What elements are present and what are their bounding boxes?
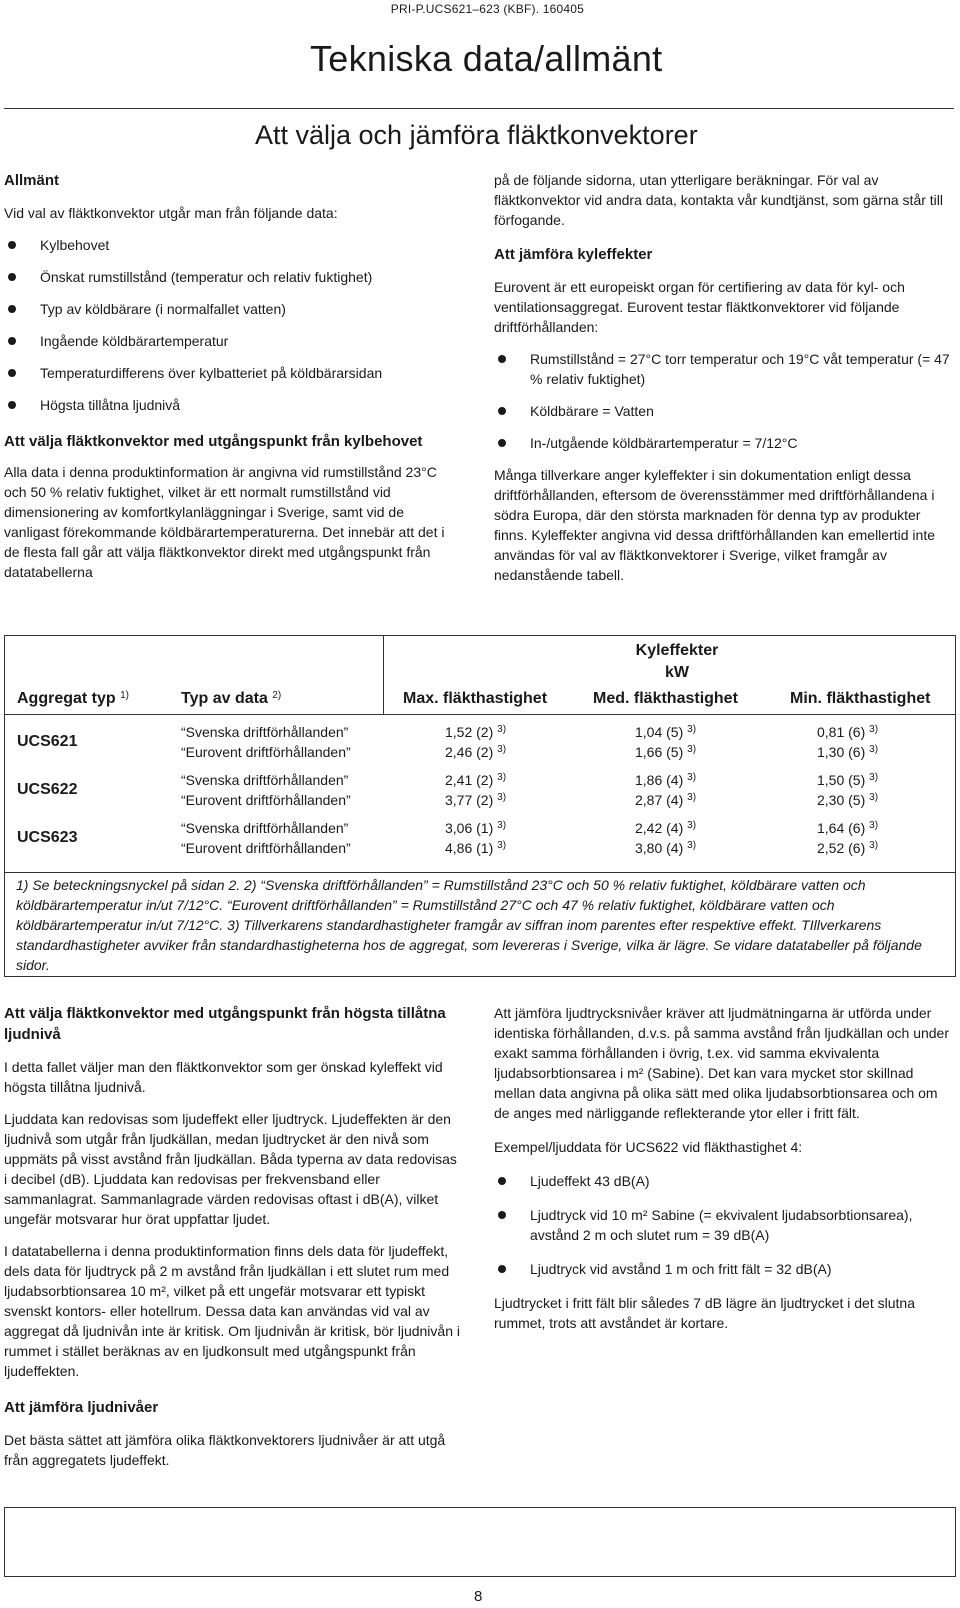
select-sound-text: I detta fallet väljer man den fläktkonvektor som ger önskad kyleffekt vid högsta tillåtna ljudnivå.	[4, 1059, 443, 1095]
manufacturers-text: Många tillverkare anger kyleffekter i sin dokumentation enligt dessa driftförhållanden, eftersom de överensstämmer med driftförhållandena i södra Europa, där den största marknaden för denna typ av produkter finns. Kyleffekter angivna vid dessa driftförhållanden kan emellertid inte användas för val av fläktkonvektorer i Sverige, vilket framgår av nedanstående tabell.	[494, 467, 935, 583]
continued-text: på de följande sidorna, utan ytterligare beräkningar. För val av fläktkonvektor vid andra data, kontakta vår kundtjänst, som gärna står till förfogande.	[494, 172, 944, 228]
list-item: Temperaturdifferens över kylbatteriet på köldbärarsidan	[4, 363, 460, 383]
table-header-divider	[5, 714, 955, 715]
heading-compare-sound: Att jämföra ljudnivåer	[4, 1399, 159, 1416]
list-item: Typ av köldbärare (i normalfallet vatten)	[4, 299, 460, 319]
data-type-cell: “Svenska driftförhållanden”	[181, 820, 349, 836]
header-min-speed: Min. fläkthastighet	[790, 690, 931, 707]
max-speed-cell: 2,41 (2) $^{3)}$	[445, 772, 507, 788]
min-speed-cell: 1,30 (6) $^{3)}$	[817, 744, 879, 760]
min-speed-cell: 1,64 (6) $^{3)}$	[817, 820, 879, 836]
max-speed-cell: 3,06 (1) $^{3)}$	[445, 820, 507, 836]
eurovent-conditions-list	[494, 349, 950, 453]
compare-sound-text: Det bästa sättet att jämföra olika fläktkonvektorers ljudnivåer är att utgå från aggregatets ljudeffekt.	[4, 1432, 446, 1468]
title-divider	[4, 108, 954, 109]
header-left-divider	[383, 636, 384, 714]
unit-type-cell: UCS621	[17, 733, 78, 750]
med-speed-cell: 2,87 (4) $^{3)}$	[635, 792, 697, 808]
group-header-line1: Kyleffekter	[635, 642, 719, 659]
med-speed-cell: 1,86 (4) $^{3)}$	[635, 772, 697, 788]
max-speed-cell: 2,46 (2) $^{3)}$	[445, 744, 507, 760]
unit-type-cell: UCS622	[17, 781, 78, 798]
data-type-cell: “Svenska driftförhållanden”	[181, 724, 349, 740]
max-speed-cell: 4,86 (1) $^{3)}$	[445, 840, 507, 856]
data-type-cell: “Eurovent driftförhållanden”	[181, 792, 351, 808]
sound-pressure-text: Att jämföra ljudtrycksnivåer kräver att ljudmätningarna är utförda under identiska förhållanden, d.v.s. på samma avstånd från ljudkällan och under exakt samma förhållanden i övrig, t.ex. vid samma ekvivalenta ljudabsorbtionsarea i m² (Sabine). Det kan vara mycket stor skillnad mellan data angivna på olika sätt med olika ljudabsorbtionsarea och om de anges med närliggande reflekterande ytor eller i fritt fält.	[494, 1005, 950, 1121]
sound-conclusion-text: Ljudtrycket i fritt fält blir således 7 dB lägre än ljudtrycket i det slutna rummet, trots att avståndet är kortare.	[494, 1295, 915, 1331]
data-type-cell: “Eurovent driftförhållanden”	[181, 744, 351, 760]
list-item: Önskat rumstillstånd (temperatur och relativ fuktighet)	[4, 267, 460, 287]
group-header-line2: kW	[665, 664, 689, 681]
list-item: Ingående köldbärartemperatur	[4, 331, 460, 351]
heading-general: Allmänt	[4, 172, 60, 189]
list-item: Kylbehovet	[4, 235, 460, 255]
list-item: Köldbärare = Vatten	[494, 401, 950, 421]
list-item: Ljudtryck vid 10 m² Sabine (= ekvivalent ljudabsorbtionsarea), avstånd 2 m och slutet rum = 39 dB(A)	[494, 1205, 950, 1245]
cooling-capacity-table	[4, 635, 956, 873]
sound-tables-text: I datatabellerna i denna produktinformation finns dels data för ljudeffekt, dels data för ljudtryck på 2 m avstånd från ljudkällan i ett slutet rum med ljudabsorbtionsarea 10 m², vilket på ett ungefär motsvarar ett typiskt svenskt kontors- eller hotellrum. Dessa data kan användas vid val av aggregat då ljudnivån inte är kritisk. Om ljudnivån är kritisk, bör ljudnivån i rummet i stället beräknas av en ljudkonsult med utgångspunkt från ljudeffekten.	[4, 1243, 460, 1379]
data-type-cell: “Svenska driftförhållanden”	[181, 772, 349, 788]
section-title: Att välja och jämföra fläktkonvektorer	[255, 120, 698, 150]
group-header	[617, 640, 737, 684]
heading-select-cooling: Att välja fläktkonvektor med utgångspunkt från kylbehovet	[4, 433, 423, 450]
max-speed-cell: 3,77 (2) $^{3)}$	[445, 792, 507, 808]
med-speed-cell: 1,04 (5) $^{3)}$	[635, 724, 697, 740]
list-item: Högsta tillåtna ljudnivå	[4, 395, 460, 415]
header-data-type: Typ av data $^{2)}$	[181, 690, 282, 707]
sound-data-text: Ljuddata kan redovisas som ljudeffekt eller ljudtryck. Ljudeffekten är den ljudnivå som utgår från ljudkällan, medan ljudtrycket är den nivå som uppmäts på visst avstånd från ljudkällan. Båda typerna av data redovisas i decibel (dB). Ljuddata kan redovisas per frekvensband eller sammanlagrat. Sammanlagrade värden redovisas oftast i dB(A), vilket ungefär motsvarar hur örat uppfattar ljudet.	[4, 1111, 457, 1227]
sound-example-list	[494, 1171, 950, 1279]
list-item: Ljudtryck vid avstånd 1 m och fritt fält = 32 dB(A)	[494, 1259, 950, 1279]
blank-frame	[4, 1507, 956, 1577]
intro-text: Vid val av fläktkonvektor utgår man från följande data:	[4, 205, 338, 221]
heading-compare-cooling: Att jämföra kyleffekter	[494, 246, 653, 263]
unit-type-cell: UCS623	[17, 829, 78, 846]
header-med-speed: Med. fläkthastighet	[593, 690, 738, 707]
med-speed-cell: 3,80 (4) $^{3)}$	[635, 840, 697, 856]
data-type-cell: “Eurovent driftförhållanden”	[181, 840, 351, 856]
table-footnote: 1) Se beteckningsnyckel på sidan 2. 2) “Svenska driftförhållanden” = Rumstillstånd 23°C och 50 % relativ fuktighet, köldbärare vatten och köldbärartemperatur in/ut 7/12°C. “Eurovent driftförhållanden” = Rumstillstånd 27°C och 47 % relativ fuktighet, köldbärare vatten och köldbärartemperatur in/ut 7/12°C. 3) Tillverkarens standardhastigheter framgår av siffran inom parentes efter respektive effekt. TIllverkarens standardhastigheter avviker från standardhastigheterna hos de aggregat, som levereras i Sverige, vilka är lägre. Se vidare datatabeller på följande sidor.	[16, 877, 922, 973]
max-speed-cell: 1,52 (2) $^{3)}$	[445, 724, 507, 740]
select-cooling-text: Alla data i denna produktinformation är angivna vid rumstillstånd 23°C och 50 % relativ fuktighet, vilket är ett normalt rumstillstånd vid dimensionering av komfortkylanläggningar i Sverige, samt vid de vanligast förekommande köldbärartemperaturerna. Det innebär att det i de flesta fall går att välja fläktkonvektor direkt med utgångspunkt från datatabellerna	[4, 464, 445, 580]
list-item: Rumstillstånd = 27°C torr temperatur och 19°C våt temperatur (= 47 % relativ fuktighet)	[494, 349, 950, 389]
med-speed-cell: 1,66 (5) $^{3)}$	[635, 744, 697, 760]
min-speed-cell: 1,50 (5) $^{3)}$	[817, 772, 879, 788]
example-intro: Exempel/ljuddata för UCS622 vid fläkthastighet 4:	[494, 1139, 803, 1155]
list-item: In-/utgående köldbärartemperatur = 7/12°C	[494, 433, 950, 453]
left-column-bottom	[4, 1003, 462, 1470]
med-speed-cell: 2,42 (4) $^{3)}$	[635, 820, 697, 836]
header-max-speed: Max. fläkthastighet	[403, 690, 548, 707]
requirements-list	[4, 235, 460, 415]
min-speed-cell: 0,81 (6) $^{3)}$	[817, 724, 879, 740]
eurovent-text: Eurovent är ett europeiskt organ för certifiering av data för kyl- och ventilationsaggregat. Eurovent testar fläktkonvektorer vid följande driftförhållanden:	[494, 279, 905, 335]
left-column-top	[4, 170, 460, 582]
right-column-top	[494, 170, 950, 585]
right-column-bottom	[494, 1003, 950, 1333]
list-item: Ljudeffekt 43 dB(A)	[494, 1171, 950, 1191]
min-speed-cell: 2,52 (6) $^{3)}$	[817, 840, 879, 856]
header-unit-type: Aggregat typ $^{1)}$	[17, 690, 130, 707]
min-speed-cell: 2,30 (5) $^{3)}$	[817, 792, 879, 808]
document-code: PRI-P.UCS621–623 (KBF). 160405	[390, 2, 584, 16]
heading-select-sound: Att välja fläktkonvektor med utgångspunkt från högsta tillåtna ljudnivå	[4, 1005, 446, 1043]
page-number: 8	[474, 1588, 483, 1605]
page-title: Tekniska data/allmänt	[310, 38, 663, 79]
